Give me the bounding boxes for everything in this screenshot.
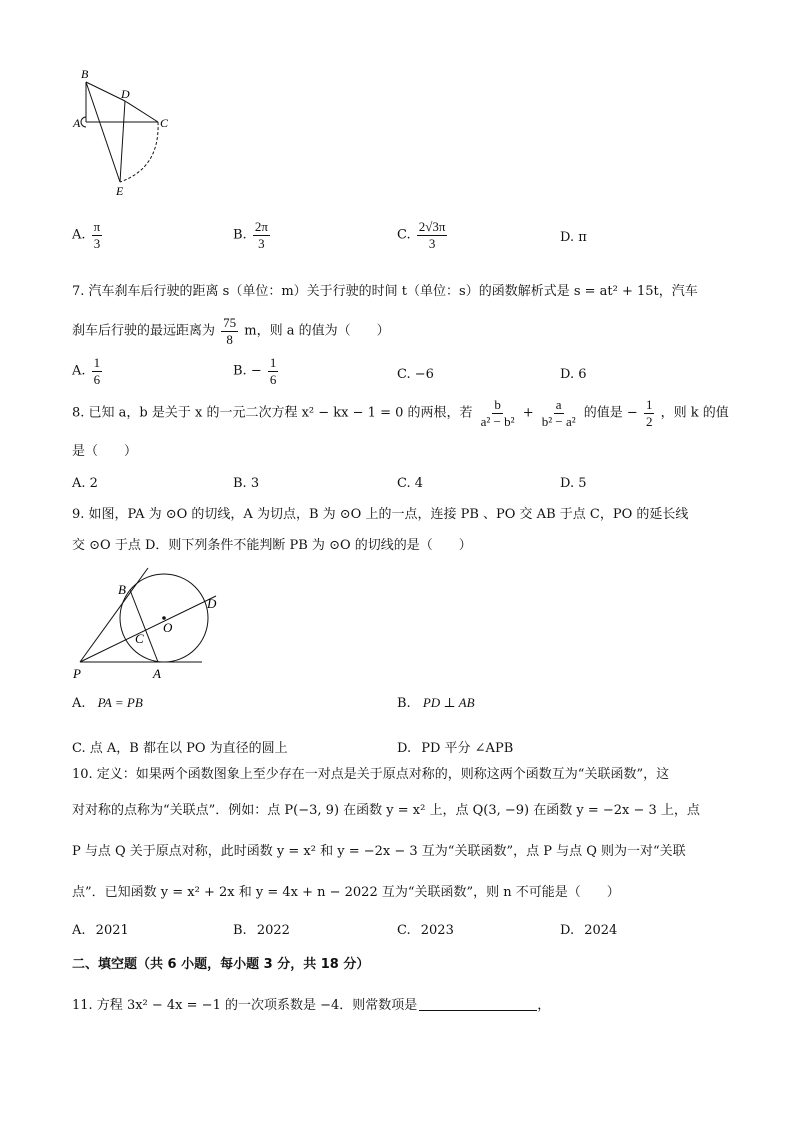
label-D: D xyxy=(207,596,217,611)
label-B: B xyxy=(118,582,126,597)
q9-stem-line2: 交 ⊙O 于点 D．则下列条件不能判断 PB 为 ⊙O 的切线的是（ ） xyxy=(72,538,472,553)
q8-option-b[interactable]: B. 3 xyxy=(233,476,260,491)
q7-stem-line1: 7. 汽车刹车后行驶的距离 s（单位：m）关于行驶的时间 t（单位：s）的函数解析式是 s = at² + 15t，汽车 xyxy=(72,284,698,299)
q8-option-c[interactable]: C. 4 xyxy=(397,476,424,491)
label-A: A xyxy=(73,116,81,130)
label-A: A xyxy=(153,666,161,681)
label-C: C xyxy=(160,116,169,130)
section-heading: 二、填空题（共 6 小题，每小题 3 分，共 18 分） xyxy=(72,957,370,972)
q10-option-c[interactable]: C. 2023 xyxy=(397,923,454,938)
label-E: E xyxy=(116,184,124,198)
q10-option-a[interactable]: A. 2021 xyxy=(72,923,129,938)
q7-option-c[interactable]: C. −6 xyxy=(397,367,434,382)
q7-option-a[interactable]: A. $\frac{1}{6}$ xyxy=(72,355,101,387)
q9-stem-line1: 9. 如图，PA 为 ⊙O 的切线，A 为切点，B 为 ⊙O 上的一点，连接 PB 、PO 交 AB 于点 C，PO 的延长线 xyxy=(72,507,689,522)
q10-stem-line1: 10. 定义：如果两个函数图象上至少存在一对点是关于原点对称的，则称这两个函数互为“关联函数”，这 xyxy=(72,767,670,782)
triangle-figure xyxy=(68,64,188,204)
q11-stem: 11. 方程 3x² − 4x = −1 的一次项系数是 −4．则常数项是 ， xyxy=(72,998,551,1013)
q9-option-b[interactable]: B. PD ⊥ AB xyxy=(397,695,475,711)
q8-option-a[interactable]: A. 2 xyxy=(72,476,98,491)
q9-option-c[interactable]: C. 点 A，B 都在以 PO 为直径的圆上 xyxy=(72,741,288,756)
q7-stem-line2: 刹车后行驶的最远距离为 $\frac{75}{8}$ m，则 a 的值为（ ） xyxy=(72,315,390,347)
q6-option-c[interactable]: C. $\frac{2√3\pi}{3}$ xyxy=(397,219,446,251)
q6-option-a[interactable]: A. $\frac{\pi}{3}$ xyxy=(72,219,101,251)
label-B: B xyxy=(81,67,89,81)
circle-tangent-figure xyxy=(66,562,236,686)
q10-stem-line3: P 与点 Q 关于原点对称，此时函数 y = x² 和 y = −2x − 3 互为“关联函数”，点 P 与点 Q 则为一对“关联 xyxy=(72,844,686,859)
q11-answer-blank[interactable] xyxy=(419,998,537,1011)
q8-stem-line1: 8. 已知 a，b 是关于 x 的一元二次方程 x² − kx − 1 = 0 的两根，若 $\frac{b}{\text{a² − b²}}$ + $\frac{a}{\text{b² − a²}}$ 的值是 − $\frac{1}{2}$ ，则 k 的值 xyxy=(72,397,729,429)
q10-stem-line4: 点”．已知函数 y = x² + 2x 和 y = 4x + n − 2022 互为“关联函数”，则 n 不可能是（ ） xyxy=(72,885,620,900)
q10-option-b[interactable]: B. 2022 xyxy=(233,923,290,938)
q6-option-d[interactable]: D. π xyxy=(560,230,587,245)
q8-stem-line2: 是（ ） xyxy=(72,444,138,459)
q7-option-d[interactable]: D. 6 xyxy=(560,367,587,382)
q8-option-d[interactable]: D. 5 xyxy=(560,476,587,491)
label-D: D xyxy=(121,87,130,101)
q6-option-b[interactable]: B. $\frac{2\pi}{3}$ xyxy=(233,219,268,251)
q9-option-d[interactable]: D. PD 平分 ∠APB xyxy=(397,741,514,756)
q9-option-a[interactable]: A. PA = PB xyxy=(72,695,143,711)
q10-option-d[interactable]: D. 2024 xyxy=(560,923,618,938)
label-O: O xyxy=(163,620,173,635)
q10-stem-line2: 对对称的点称为“关联点”．例如：点 P(−3, 9) 在函数 y = x² 上，点 Q(3, −9) 在函数 y = −2x − 3 上，点 xyxy=(72,803,700,818)
label-C: C xyxy=(135,631,144,646)
label-P: P xyxy=(73,666,81,681)
q7-option-b[interactable]: B. − $\frac{1}{6}$ xyxy=(233,355,277,387)
